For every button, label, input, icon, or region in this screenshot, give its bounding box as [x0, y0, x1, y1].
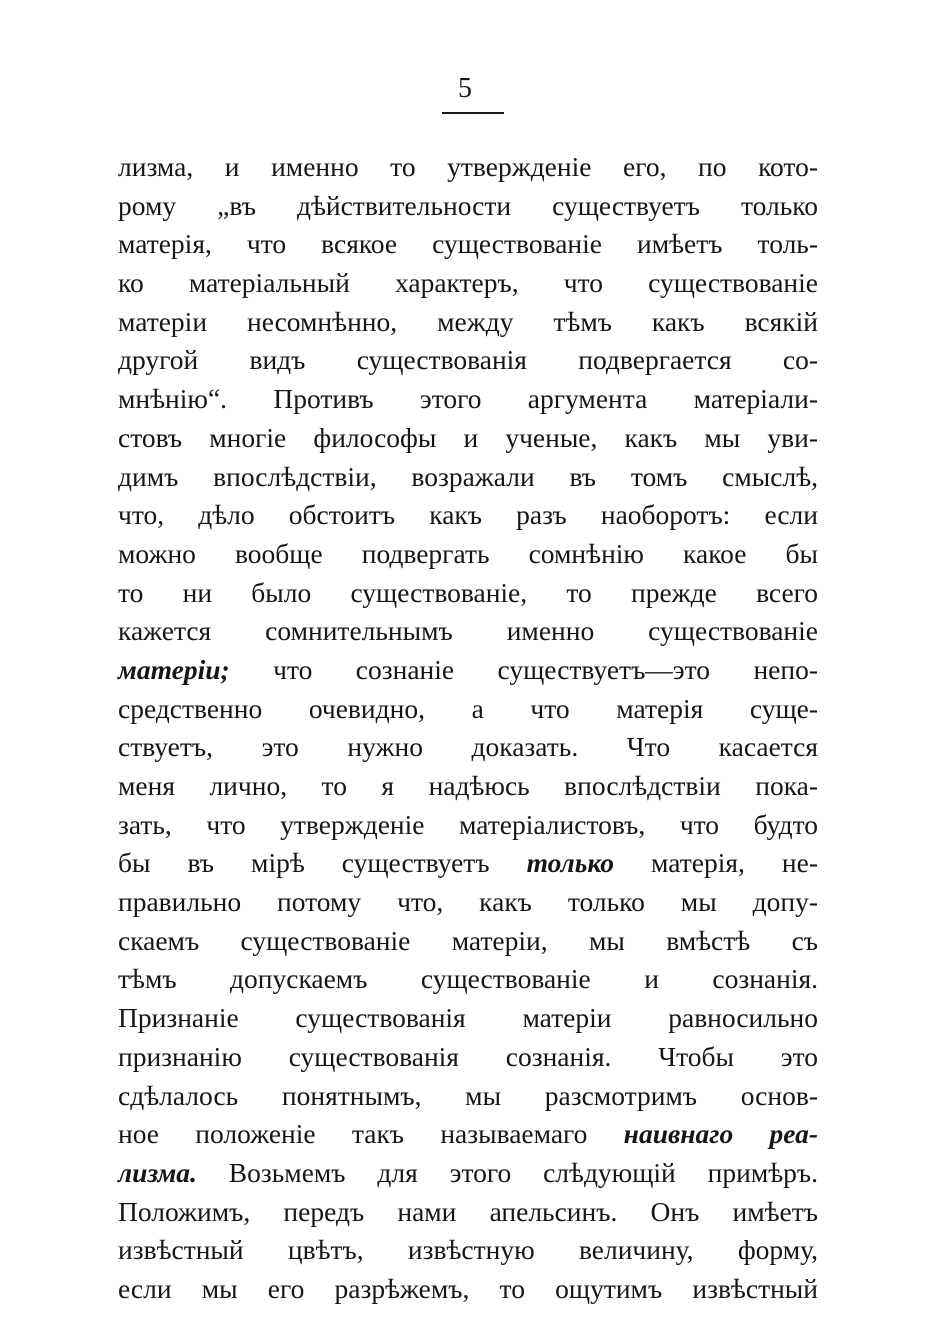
text-line	[118, 535, 818, 574]
text-segment: рому „въ дѣйствительности существуетъ только	[118, 189, 818, 221]
text-line	[118, 612, 818, 651]
text-line	[118, 1154, 818, 1193]
text-line	[118, 883, 818, 922]
italic-text-segment: наивнаго реа-	[623, 1118, 818, 1150]
text-line	[118, 1270, 818, 1309]
text-segment: можно вообще подвергать сомнѣнію какое бы	[118, 537, 818, 569]
page-number: 5	[458, 73, 472, 104]
text-segment: то ни было существованіе, то прежде всего	[118, 576, 818, 608]
text-line	[118, 844, 818, 883]
text-line	[118, 922, 818, 961]
text-line	[118, 458, 818, 497]
header-rule	[442, 112, 504, 114]
text-segment: другой видъ существованія подвергается со-	[118, 344, 818, 376]
text-line	[118, 1115, 818, 1154]
text-line	[118, 187, 818, 226]
text-segment: ное положеніе такъ называемаго	[118, 1118, 624, 1150]
body-text	[118, 148, 818, 1309]
text-line	[118, 690, 818, 729]
text-line	[118, 1231, 818, 1270]
text-line	[118, 960, 818, 999]
text-line	[118, 419, 818, 458]
text-line	[118, 303, 818, 342]
text-line	[118, 341, 818, 380]
text-line	[118, 380, 818, 419]
text-segment: меня лично, то я надѣюсь впослѣдствіи пока-	[118, 770, 818, 801]
text-segment: скаемъ существованіе матеріи, мы вмѣстѣ съ	[118, 924, 818, 956]
text-segment: кажется сомнительнымъ именно существованіе	[118, 615, 818, 647]
text-segment: стовъ многіе философы и ученые, какъ мы уви-	[118, 421, 818, 453]
text-segment: ко матеріальный характеръ, что существованіе	[118, 267, 818, 299]
text-segment: что сознаніе существуетъ—это непо-	[229, 653, 818, 685]
text-segment: лизма, и именно то утвержденіе его, по кото-	[118, 151, 818, 182]
text-segment: бы въ мірѣ существуетъ	[118, 847, 527, 879]
text-segment: матерія, не-	[614, 847, 818, 879]
text-segment: признанію существованія сознанія. Чтобы это	[118, 1040, 818, 1072]
text-line	[118, 728, 818, 767]
text-segment: мнѣнію“. Противъ этого аргумента матеріали-	[118, 383, 818, 415]
text-line	[118, 496, 818, 535]
text-segment: матерія, что всякое существованіе имѣетъ толь-	[118, 228, 818, 260]
text-segment: правильно потому что, какъ только мы допу-	[118, 886, 818, 918]
page-header	[0, 70, 936, 130]
text-line	[118, 1038, 818, 1077]
italic-text-segment: только	[526, 847, 614, 879]
text-line	[118, 651, 818, 690]
text-segment: средственно очевидно, а что матерія суще-	[118, 692, 818, 724]
text-line	[118, 1077, 818, 1116]
text-segment: ствуетъ, это нужно доказать. Что касается	[118, 731, 818, 763]
text-line	[118, 574, 818, 613]
text-line	[118, 767, 818, 806]
text-line	[118, 148, 818, 187]
text-segment: сдѣлалось понятнымъ, мы разсмотримъ основ-	[118, 1079, 818, 1111]
text-segment: зать, что утвержденіе матеріалистовъ, что будто	[118, 808, 818, 840]
text-segment: димъ впослѣдствіи, возражали въ томъ смыслѣ,	[118, 460, 818, 492]
text-line	[118, 1193, 818, 1232]
text-segment: Положимъ, передъ нами апельсинъ. Онъ имѣетъ	[118, 1195, 818, 1227]
text-segment: матеріи несомнѣнно, между тѣмъ какъ всякій	[118, 305, 818, 337]
text-segment: извѣстный цвѣтъ, извѣстную величину, форму,	[118, 1234, 818, 1266]
text-line	[118, 225, 818, 264]
text-line	[118, 264, 818, 303]
text-segment: если мы его разрѣжемъ, то ощутимъ извѣстный	[118, 1272, 818, 1304]
text-line	[118, 999, 818, 1038]
italic-text-segment: лизма.	[118, 1156, 197, 1188]
italic-text-segment: матеріи;	[118, 653, 230, 685]
text-line	[118, 806, 818, 845]
text-segment: что, дѣло обстоитъ какъ разъ наоборотъ: если	[118, 499, 818, 531]
text-segment: Возьмемъ для этого слѣдующій примѣръ.	[196, 1156, 818, 1188]
text-segment: тѣмъ допускаемъ существованіе и сознанія.	[118, 963, 818, 995]
text-segment: Признаніе существованія матеріи равносильно	[118, 1002, 818, 1034]
